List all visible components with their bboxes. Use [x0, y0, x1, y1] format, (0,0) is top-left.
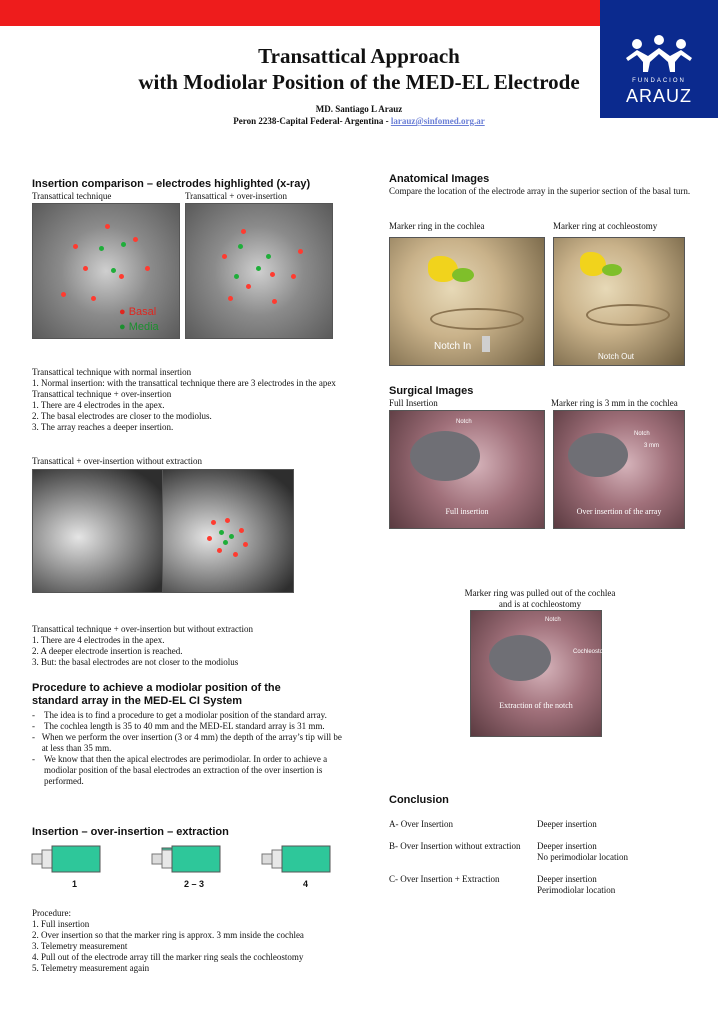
electrode-dot — [207, 536, 212, 541]
result-line: Deeper insertion — [537, 841, 597, 851]
text-line: 2. A deeper electrode insertion is reached. — [32, 646, 183, 656]
electrode-dot — [270, 272, 275, 277]
electrode-dot — [121, 242, 126, 247]
overlay-notch-in: Notch In — [434, 341, 472, 352]
conclusion-row-a-result: Deeper insertion — [537, 819, 597, 829]
anatomical-heading: Anatomical Images — [389, 173, 490, 185]
pulled-caption-line2: and is at cochleostomy — [498, 599, 582, 609]
electrode-step-4 — [262, 846, 330, 872]
legend-media: ● Media — [119, 321, 159, 333]
text-line: Transattical technique with normal insertion — [32, 367, 192, 377]
result-line: Perimodiolar location — [537, 885, 616, 895]
legend-basal: ● Basal — [119, 306, 157, 318]
procedure-steps-title: Procedure: — [32, 908, 71, 918]
electrode-dot — [99, 246, 104, 251]
conclusion-row-a-label: A- Over Insertion — [389, 819, 453, 829]
surgical-label-left: Full Insertion — [389, 398, 438, 408]
conclusion-heading: Conclusion — [389, 794, 449, 806]
cochleostomy-label: Cochleostomy — [573, 649, 612, 655]
caption-over-insertion: Over insertion of the array — [576, 507, 662, 516]
list-item: - When we perform the over insertion (3 or 4 mm) the depth of the array’s tip will be at less than 35 mm. — [32, 732, 342, 753]
result-line: No perimodiolar location — [537, 852, 628, 862]
text-line: 3. But: the basal electrodes are not closer to the modiolus — [32, 657, 239, 667]
surgical-image-extraction — [470, 610, 612, 737]
anatomical-label-right: Marker ring at cochleostomy — [553, 221, 658, 231]
text-line: Transattical technique + over-insertion but without extraction — [32, 624, 254, 634]
step-label-4: 4 — [303, 879, 309, 889]
electrode-step-1 — [32, 846, 100, 872]
address: Peron 2238-Capital Federal- Argentina - — [233, 116, 389, 126]
logo-text-bottom: ARAUZ — [625, 86, 692, 106]
electrode-dot — [223, 540, 228, 545]
electrode-dot — [298, 249, 303, 254]
electrode-dot — [61, 292, 66, 297]
text-line: Transattical technique + over-insertion — [32, 389, 172, 399]
electrode-dot — [225, 518, 230, 523]
electrode-array — [568, 433, 628, 477]
logo-text-top: FUNDACION — [632, 78, 686, 84]
procedure-heading — [32, 682, 281, 708]
electrode-dot — [241, 229, 246, 234]
electrode-dot — [238, 244, 243, 249]
step-label-1: 1 — [72, 879, 78, 889]
list-item: 3. Telemetry measurement — [32, 941, 128, 951]
caption-full-insertion: Full insertion — [445, 507, 489, 516]
electrode-array — [586, 304, 670, 326]
xray-notes — [32, 367, 336, 433]
step-label-2-3: 2 – 3 — [184, 879, 205, 889]
electrode-dot — [73, 244, 78, 249]
electrode-array — [410, 431, 480, 481]
poster-title-line2: with Modiolar Position of the MED-EL Electrode — [138, 70, 580, 94]
electrode-dot — [243, 542, 248, 547]
anatomical-image-left — [389, 237, 545, 366]
green-structure — [602, 264, 622, 276]
electrode-dot — [83, 266, 88, 271]
electrode-diagram — [30, 842, 340, 876]
anatomical-label-left: Marker ring in the cochlea — [389, 221, 485, 231]
electrode-dot — [119, 274, 124, 279]
list-item: - The cochlea length is 35 to 40 mm and the MED-EL standard array is 31 mm. — [32, 721, 325, 731]
extraction-notes — [32, 624, 253, 668]
text-line: 1. There are 4 electrodes in the apex. — [32, 635, 165, 645]
surgical-label-right: Marker ring is 3 mm in the cochlea — [551, 398, 678, 408]
green-structure — [452, 268, 474, 282]
text-line: 3. The array reaches a deeper insertion. — [32, 422, 174, 432]
electrode-dot — [234, 274, 239, 279]
electrode-dot — [228, 296, 233, 301]
xray-extraction-left — [32, 469, 164, 593]
surgical-heading: Surgical Images — [389, 385, 474, 397]
text-line: 1. There are 4 electrodes in the apex. — [32, 400, 165, 410]
extraction-label: Transattical + over-insertion without extraction — [32, 456, 203, 466]
author: MD. Santiago L Arauz — [315, 104, 403, 114]
conclusion-row-b-label: B- Over Insertion without extraction — [389, 841, 521, 851]
electrode-dot — [217, 548, 222, 553]
procedure-bullets — [32, 710, 342, 787]
header-red-bar — [0, 0, 600, 26]
list-item: 2. Over insertion so that the marker ring is approx. 3 mm inside the cochlea — [32, 930, 304, 940]
list-item: - We know that then the apical electrodes are perimodiolar. In order to achieve a modiolar position of the basal electrodes an extraction of the over insertion is performed. — [32, 754, 328, 786]
xray-image-right — [185, 203, 333, 339]
xray-label-right: Transattical + over-insertion — [185, 191, 288, 201]
electrode-dot — [105, 224, 110, 229]
electrode-dot — [246, 284, 251, 289]
electrode-dot — [222, 254, 227, 259]
pulled-caption-line1: Marker ring was pulled out of the cochlea — [464, 588, 616, 598]
xray-label-left: Transattical technique — [32, 191, 112, 201]
poster-title-line1: Transattical Approach — [258, 44, 460, 68]
electrode-step-2-3 — [152, 846, 220, 872]
electrode-dot — [133, 237, 138, 242]
conclusion-row-c-label: C- Over Insertion + Extraction — [389, 874, 500, 884]
xray-heading: Insertion comparison – electrodes highlighted (x-ray) — [32, 178, 311, 190]
xray-extraction-right — [162, 469, 294, 593]
electrode-dot — [233, 552, 238, 557]
steps-heading: Insertion – over-insertion – extraction — [32, 826, 229, 838]
text-line: 2. The basal electrodes are closer to the modiolus. — [32, 411, 212, 421]
list-item: - The idea is to find a procedure to get a modiolar position of the standard array. — [32, 710, 327, 720]
electrode-dot — [145, 266, 150, 271]
notch-label: Notch — [456, 419, 472, 425]
surgical-image-left — [389, 410, 545, 529]
electrode-array — [430, 308, 524, 330]
xray-image-left — [32, 203, 180, 339]
overlay-notch-out: Notch Out — [598, 352, 635, 361]
conclusion-row-c-result — [537, 874, 615, 896]
notch-label: Notch — [545, 617, 561, 623]
electrode-dot — [219, 530, 224, 535]
procedure-heading-line1: Procedure to achieve a modiolar position of the — [32, 682, 281, 694]
electrode-dot — [211, 520, 216, 525]
electrode-dot — [266, 254, 271, 259]
result-line: Deeper insertion — [537, 874, 597, 884]
caption-extraction: Extraction of the notch — [499, 701, 573, 710]
surgical-image-right — [553, 410, 685, 529]
anatomical-image-right — [553, 237, 685, 366]
pulled-caption — [440, 588, 640, 610]
list-item: 5. Telemetry measurement again — [32, 963, 150, 973]
anatomical-desc: Compare the location of the electrode array in the superior section of the basal turn. — [389, 186, 691, 196]
electrode-dot — [111, 268, 116, 273]
list-item: 4. Pull out of the electrode array till the marker ring seals the cochleostomy — [32, 952, 304, 962]
electrode-array — [489, 635, 551, 681]
mm-label: 3 mm — [644, 443, 659, 449]
address-line — [0, 116, 718, 126]
electrode-dot — [239, 528, 244, 533]
electrode-dot — [91, 296, 96, 301]
procedure-heading-line2: standard array in the MED-EL CI System — [32, 695, 243, 707]
notch-label: Notch — [634, 431, 650, 437]
electrode-dot — [291, 274, 296, 279]
electrode-dot — [272, 299, 277, 304]
electrode-dot — [229, 534, 234, 539]
email-link[interactable]: larauz@sinfomed.org.ar — [390, 116, 485, 126]
arrow-up-icon — [482, 336, 490, 352]
electrode-dot — [256, 266, 261, 271]
conclusion-row-b-result — [537, 841, 628, 863]
text-line: 1. Normal insertion: with the transattical technique there are 3 electrodes in the apex — [32, 378, 336, 388]
list-item: 1. Full insertion — [32, 919, 90, 929]
procedure-steps — [32, 908, 304, 974]
